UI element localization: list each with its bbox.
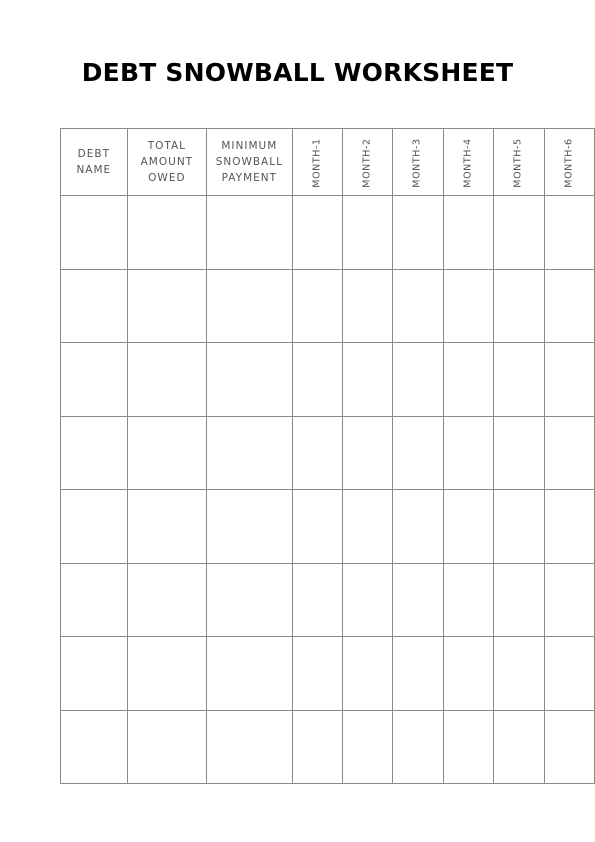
month-3-cell — [393, 563, 443, 637]
minimum-payment-cell — [207, 637, 292, 711]
minimum-payment-cell — [207, 196, 292, 270]
table-row — [61, 269, 595, 343]
table-row — [61, 416, 595, 490]
month-1-cell — [292, 269, 342, 343]
month-6-cell — [544, 416, 594, 490]
total-owed-cell — [127, 196, 206, 270]
minimum-payment-cell — [207, 416, 292, 490]
month-6-cell — [544, 637, 594, 711]
header-minimum-snowball-payment — [207, 129, 292, 196]
month-label: MONTH-5 — [512, 137, 524, 188]
debt-name-cell — [61, 710, 128, 784]
month-5-cell — [494, 196, 544, 270]
debt-name-cell — [61, 196, 128, 270]
month-label: MONTH-4 — [462, 137, 474, 188]
month-6-cell — [544, 343, 594, 417]
month-2-cell — [342, 269, 392, 343]
month-4-cell — [443, 637, 493, 711]
month-3-cell — [393, 637, 443, 711]
table-row — [61, 343, 595, 417]
header-month-1 — [292, 129, 342, 196]
month-3-cell — [393, 416, 443, 490]
month-1-cell — [292, 196, 342, 270]
table-row — [61, 637, 595, 711]
debt-name-cell — [61, 416, 128, 490]
month-label: MONTH-1 — [311, 137, 323, 188]
header-debt-name: DEBT NAME — [61, 129, 128, 196]
month-3-cell — [393, 490, 443, 564]
debt-name-cell — [61, 563, 128, 637]
page-title: DEBT SNOWBALL WORKSHEET — [81, 58, 514, 87]
month-2-cell — [342, 490, 392, 564]
month-4-cell — [443, 343, 493, 417]
month-5-cell — [494, 416, 544, 490]
month-1-cell — [292, 637, 342, 711]
total-owed-cell — [127, 563, 206, 637]
month-1-cell — [292, 490, 342, 564]
month-label: MONTH-2 — [361, 137, 373, 188]
minimum-payment-cell — [207, 563, 292, 637]
month-1-cell — [292, 343, 342, 417]
worksheet-body — [61, 196, 595, 784]
header-total-line: OWED — [148, 172, 186, 184]
month-5-cell — [494, 637, 544, 711]
minimum-payment-cell — [207, 490, 292, 564]
month-5-cell — [494, 563, 544, 637]
month-3-cell — [393, 343, 443, 417]
month-4-cell — [443, 269, 493, 343]
debt-name-cell — [61, 637, 128, 711]
month-2-cell — [342, 416, 392, 490]
month-2-cell — [342, 710, 392, 784]
month-2-cell — [342, 563, 392, 637]
total-owed-cell — [127, 269, 206, 343]
table-row — [61, 563, 595, 637]
header-month-3 — [393, 129, 443, 196]
header-month-4 — [443, 129, 493, 196]
month-5-cell — [494, 343, 544, 417]
debt-name-cell — [61, 269, 128, 343]
header-total-amount-owed — [127, 129, 206, 196]
month-label: MONTH-6 — [563, 137, 575, 188]
month-6-cell — [544, 563, 594, 637]
header-total-line: AMOUNT — [140, 156, 194, 168]
header-minimum-line: SNOWBALL — [215, 156, 283, 168]
month-3-cell — [393, 196, 443, 270]
month-4-cell — [443, 710, 493, 784]
month-2-cell — [342, 196, 392, 270]
table-row — [61, 490, 595, 564]
month-5-cell — [494, 269, 544, 343]
month-4-cell — [443, 563, 493, 637]
month-1-cell — [292, 563, 342, 637]
header-month-2 — [342, 129, 392, 196]
minimum-payment-cell — [207, 269, 292, 343]
month-label: MONTH-3 — [412, 137, 424, 188]
debt-worksheet-table — [60, 128, 595, 784]
month-5-cell — [494, 490, 544, 564]
debt-name-cell — [61, 490, 128, 564]
total-owed-cell — [127, 637, 206, 711]
header-minimum-line: MINIMUM — [221, 140, 278, 152]
month-1-cell — [292, 710, 342, 784]
month-6-cell — [544, 710, 594, 784]
table-row — [61, 196, 595, 270]
month-3-cell — [393, 710, 443, 784]
header-month-6 — [544, 129, 594, 196]
month-1-cell — [292, 416, 342, 490]
total-owed-cell — [127, 416, 206, 490]
total-owed-cell — [127, 490, 206, 564]
debt-name-cell — [61, 343, 128, 417]
total-owed-cell — [127, 343, 206, 417]
month-6-cell — [544, 490, 594, 564]
month-6-cell — [544, 269, 594, 343]
total-owed-cell — [127, 710, 206, 784]
month-6-cell — [544, 196, 594, 270]
header-row — [61, 129, 595, 196]
month-4-cell — [443, 196, 493, 270]
minimum-payment-cell — [207, 343, 292, 417]
header-minimum-line: PAYMENT — [221, 172, 278, 184]
month-2-cell — [342, 343, 392, 417]
month-2-cell — [342, 637, 392, 711]
header-total-line: TOTAL — [147, 140, 187, 152]
table-row — [61, 710, 595, 784]
month-4-cell — [443, 490, 493, 564]
month-3-cell — [393, 269, 443, 343]
minimum-payment-cell — [207, 710, 292, 784]
month-5-cell — [494, 710, 544, 784]
month-4-cell — [443, 416, 493, 490]
header-month-5 — [494, 129, 544, 196]
